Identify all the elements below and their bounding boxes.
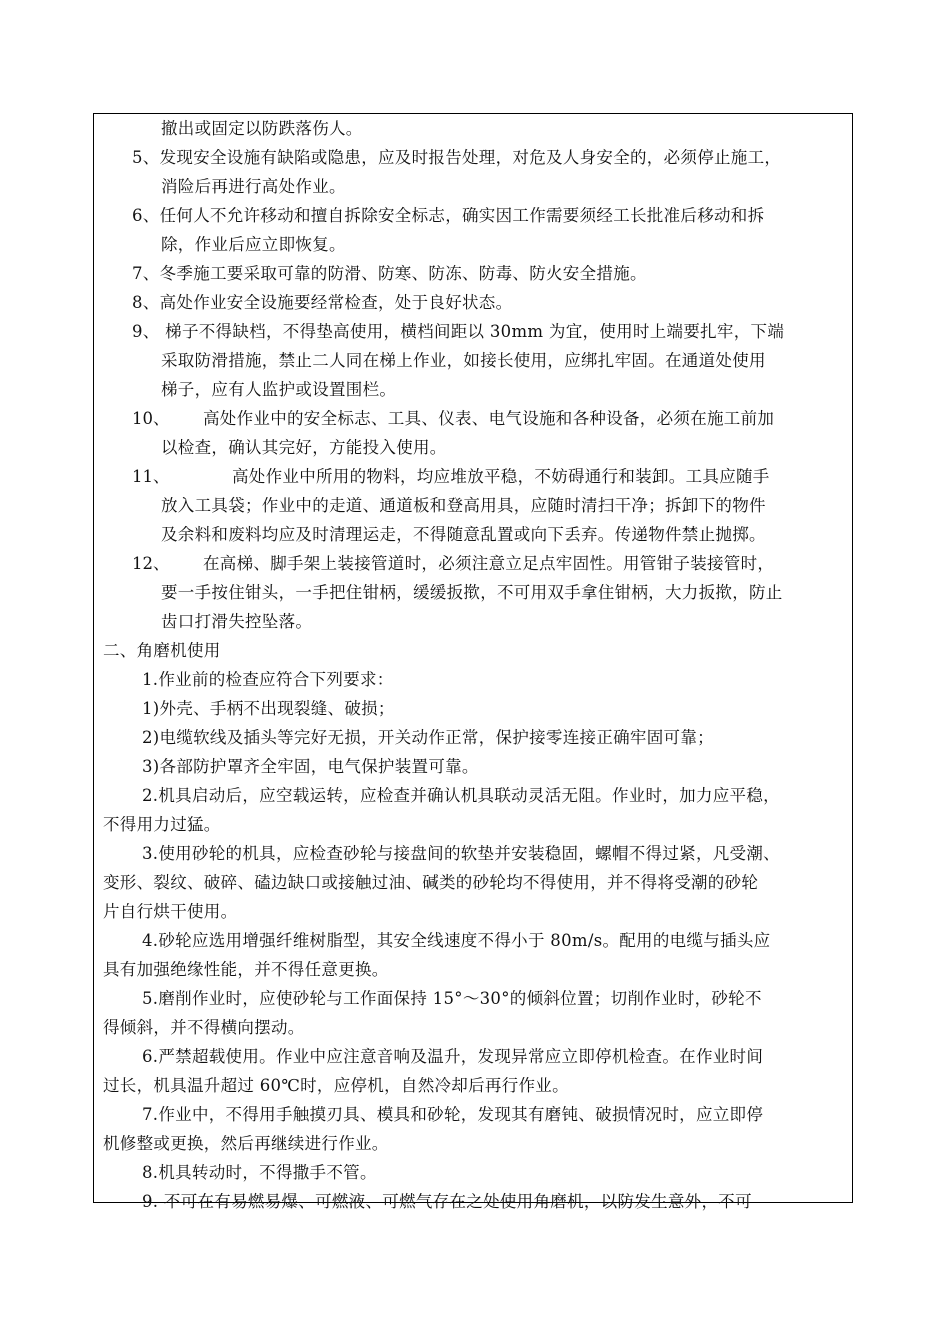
- text-line: 具有加强绝缘性能，并不得任意更换。: [103, 960, 389, 979]
- paragraph-8: 8.机具转动时，不得撒手不管。: [142, 1163, 377, 1182]
- list-item-11: 高处作业中所用的物料，均应堆放平稳，不妨碍通行和装卸。工具应随手: [232, 467, 770, 486]
- text-line: 梯子，应有人监护或设置围栏。: [161, 380, 397, 399]
- paragraph-2: 2.机具启动后，应空载运转，应检查并确认机具联动灵活无阻。作业时，加力应平稳，: [142, 786, 780, 805]
- paragraph-1: 1.作业前的检查应符合下列要求：: [142, 670, 394, 689]
- text-line: 除，作业后应立即恢复。: [161, 235, 346, 254]
- list-item-7: 7、冬季施工要采取可靠的防滑、防寒、防冻、防毒、防火安全措施。: [132, 264, 647, 283]
- text-line: 消险后再进行高处作业。: [161, 177, 346, 196]
- list-item-6: 6、任何人不允许移动和擅自拆除安全标志，确实因工作需要须经工长批准后移动和拆: [132, 206, 765, 225]
- text-line: 机修整或更换，然后再继续进行作业。: [103, 1134, 389, 1153]
- text-line: 采取防滑措施，禁止二人同在梯上作业，如接长使用，应绑扎牢固。在通道处使用: [161, 351, 766, 370]
- text-line: 撤出或固定以防跌落伤人。: [161, 119, 363, 138]
- text-line: 不得用力过猛。: [103, 815, 221, 834]
- list-item-8: 8、高处作业安全设施要经常检查，处于良好状态。: [132, 293, 513, 312]
- paragraph-6: 6.严禁超载使用。作业中应注意音响及温升，发现异常应立即停机检查。在作业时间: [142, 1047, 764, 1066]
- list-item-12: 在高梯、脚手架上装接管道时，必须注意立足点牢固性。用管钳子装接管时，: [203, 554, 775, 573]
- text-line: 要一手按住钳头，一手把住钳柄，缓缓扳揿，不可用双手拿住钳柄，大力扳揿，防止: [161, 583, 783, 602]
- section-heading: 二、角磨机使用: [103, 641, 221, 660]
- paragraph-4: 4.砂轮应选用增强纤维树脂型，其安全线速度不得小于 80m/s。配用的电缆与插头应: [142, 931, 771, 950]
- text-line: 及余料和废料均应及时清理运走，不得随意乱置或向下丢弃。传递物件禁止抛掷。: [161, 525, 766, 544]
- list-item-5: 5、发现安全设施有缺陷或隐患，应及时报告处理，对危及人身安全的，必须停止施工，: [132, 148, 782, 167]
- paragraph-5: 5.磨削作业时，应使砂轮与工作面保持 15°～30°的倾斜位置；切削作业时，砂轮不: [142, 989, 762, 1008]
- sub-item-1: 1)外壳、手柄不出现裂缝、破损；: [142, 699, 395, 718]
- text-line: 得倾斜，并不得横向摆动。: [103, 1018, 305, 1037]
- text-line: 片自行烘干使用。: [103, 902, 238, 921]
- paragraph-9: 9. 不可在有易燃易爆、可燃液、可燃气存在之处使用角磨机，以防发生意外，不可: [142, 1192, 752, 1211]
- paragraph-3: 3.使用砂轮的机具，应检查砂轮与接盘间的软垫并安装稳固，螺帽不得过紧，凡受潮、: [142, 844, 780, 863]
- text-line: 过长，机具温升超过 60℃时，应停机，自然冷却后再行作业。: [103, 1076, 569, 1095]
- text-line: 放入工具袋；作业中的走道、通道板和登高用具，应随时清扫干净；拆卸下的物件: [161, 496, 766, 515]
- text-line: 以检查，确认其完好，方能投入使用。: [161, 438, 447, 457]
- list-number-10: 10、: [132, 409, 170, 428]
- list-item-9: 9、 梯子不得缺档，不得垫高使用，横档间距以 30mm 为宜，使用时上端要扎牢，下端: [132, 322, 785, 341]
- sub-item-3: 3)各部防护罩齐全牢固，电气保护装置可靠。: [142, 757, 479, 776]
- text-line: 齿口打滑失控坠落。: [161, 612, 313, 631]
- list-number-12: 12、: [132, 554, 170, 573]
- list-item-10: 高处作业中的安全标志、工具、仪表、电气设施和各种设备，必须在施工前加: [203, 409, 775, 428]
- list-number-11: 11、: [132, 467, 170, 486]
- text-line: 变形、裂纹、破碎、磕边缺口或接触过油、碱类的砂轮均不得使用，并不得将受潮的砂轮: [103, 873, 759, 892]
- sub-item-2: 2)电缆软线及插头等完好无损，开关动作正常，保护接零连接正确牢固可靠；: [142, 728, 714, 747]
- paragraph-7: 7.作业中，不得用手触摸刃具、模具和砂轮，发现其有磨钝、破损情况时，应立即停: [142, 1105, 764, 1124]
